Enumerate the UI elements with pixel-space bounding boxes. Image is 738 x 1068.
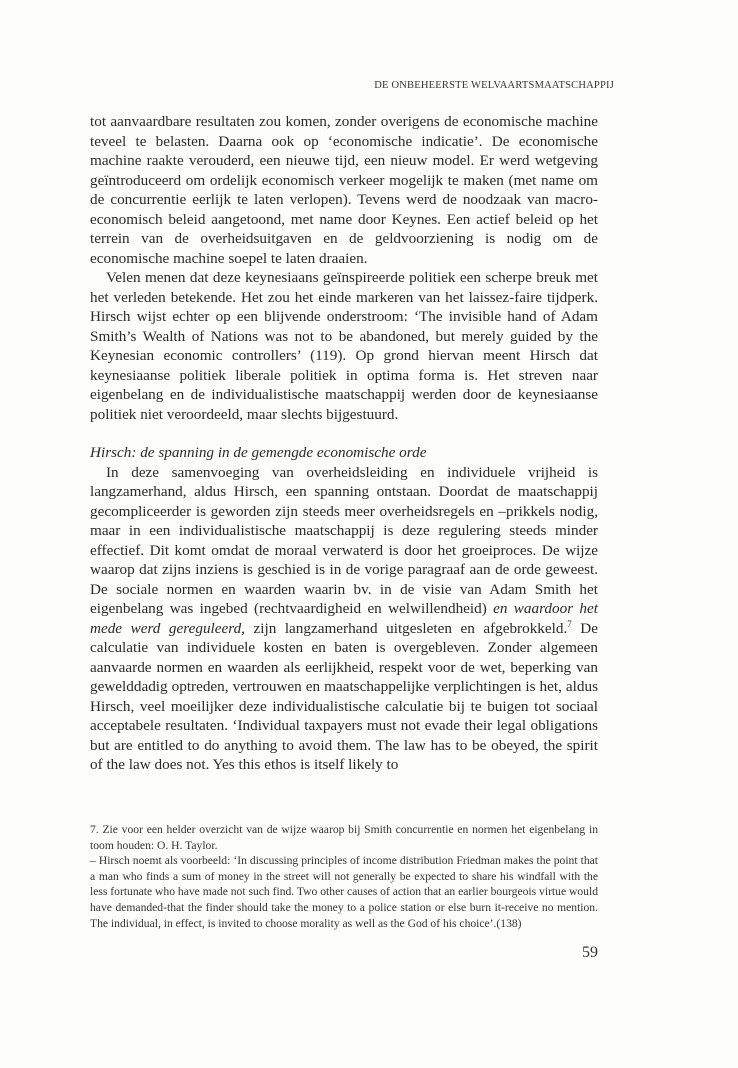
paragraph-text: In deze samenvoeging van overheidsleiding en individuele vrijheid is langzamerhand, aldus Hirsch, een spanning ontstaan. Doordat de maatschappij gecompliceerder is geworden zijn steeds meer overheidsregels en –prikkels nodig, maar in een individualistische maatschappij is deze regulering steeds minder effectief. Dit komt omdat de moraal verwaterd is door het groeiproces. De wijze waarop dat zijns inziens is geschied is in de vorige paragraaf aan de orde geweest. De sociale normen en waarden waarin bv. in de visie van Adam Smith het eigenbelang was ingebed (rechtvaardigheid en welwillendheid): [90, 463, 598, 617]
page-number: 59: [582, 944, 598, 961]
paragraph: tot aanvaardbare resultaten zou komen, zonder overigens de economische machine teveel te belasten. Daarna ook op ‘economische indicatie’. De economische machine raakte verouderd, een nieuwe tijd, een nieuw model. Er werd wetgeving geïntroduceerd om ordelijk economisch verkeer mogelijk te maken (met name om de concurrentie eerlijk te laten verlopen). Tevens werd de noodzaak van macro-economisch beleid aangetoond, met name door Keynes. Een actief beleid op het terrein van de overheidsuitgaven en de geldvoorziening is nodig om de economische machine soepel te laten draaien.: [90, 113, 598, 267]
body-text: [90, 112, 598, 775]
paragraph: [90, 463, 598, 775]
paragraph-text: De calculatie van individuele kosten en baten is overgebleven. Zonder algemeen aanvaarde normen en waarden als eerlijkheid, respekt voor de wet, beperking van gewelddadig optreden, vertrouwen en maatschappelijke verplichtingen is het, aldus Hirsch, veel moeilijker deze individualistische calculatie bij te buigen tot sociaal acceptabele resultaten. ‘Individual taxpayers must not evade their legal obligations but are entitled to do anything to avoid them. The law has to be obeyed, the spirit of the law does not. Yes this ethos is itself likely to: [90, 619, 598, 773]
paragraph-italic-text: en waardoor het mede werd gereguleerd,: [90, 600, 598, 637]
footnotes: [90, 822, 598, 931]
paragraph: Velen menen dat deze keynesiaans geïnspireerde politiek een scherpe breuk met het verleden betekende. Het zou het einde markeren van het laissez-faire tijdperk. Hirsch wijst echter op een blijvende onderstroom: ‘The invisible hand of Adam Smith’s Wealth of Nations was not to be abandoned, but merely guided by the Keynesian economic controllers’ (119). Op grond hiervan meent Hirsch dat keynesiaanse politiek liberale politiek in optima forma is. Het streven naar eigenbelang en de individualistische maatschappij werden door de keynesiaanse politiek niet veroordeeld, maar slechts bijgestuurd.: [90, 269, 598, 423]
footnote-reference: 7: [567, 618, 572, 629]
footnote: 7. Zie voor een helder overzicht van de wijze waarop bij Smith concurrentie en normen het eigenbelang in toom houden: O. H. Taylor.: [90, 823, 598, 852]
section-heading: Hirsch: de spanning in de gemengde economische orde: [90, 444, 427, 461]
footnote: – Hirsch noemt als voorbeeld: ‘In discussing principles of income distribution Friedman makes the point that a man who finds a sum of money in the street will not generally be expected to share his windfall with the less fortunate who have made not such find. Two other causes of action that an earlier bourgeois virtue would have demanded-that the finder should take the money to a police station or else burn it-receive no mention. The individual, in effect, is invited to choose morality as well as the God of his choice’.(138): [90, 854, 598, 930]
running-head: DE ONBEHEERSTE WELVAARTSMAATSCHAPPIJ: [374, 80, 614, 91]
paragraph-text: zijn langzamerhand uitgesleten en afgebrokkeld.: [244, 619, 568, 637]
